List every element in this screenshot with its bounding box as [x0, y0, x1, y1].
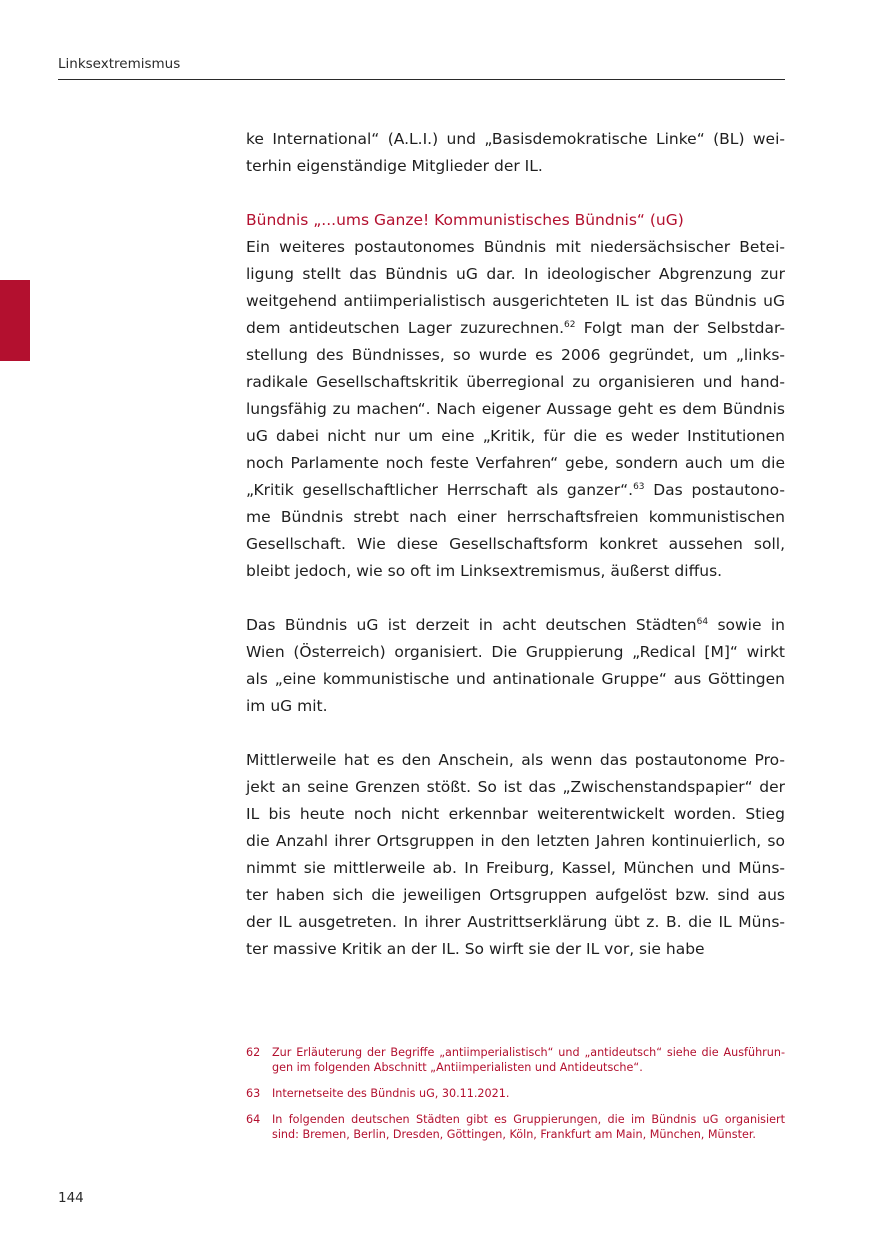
footnote-text — [272, 1112, 785, 1142]
footnote-text — [272, 1086, 785, 1101]
text-line: jekt an seine Grenzen stößt. So ist das „Zwischenstandspapier“ der — [246, 778, 785, 796]
text-fragment: sowie in — [708, 616, 786, 634]
footnote-ref-62[interactable]: 62 — [564, 320, 576, 330]
text-line: noch Parlamente noch feste Verfahren“ gebe, sondern auch um die — [246, 454, 785, 472]
text-line: radikale Gesellschaftskritik überregional zu organisieren und hand- — [246, 373, 785, 391]
text-line: Ein weiteres postautonomes Bündnis mit niedersächsischer Betei- — [246, 238, 785, 256]
text-line — [246, 315, 785, 342]
chapter-marker-tab — [0, 280, 30, 361]
footnote-62 — [246, 1045, 785, 1075]
running-head: Linksextremismus — [58, 56, 181, 72]
text-line: weitgehend antiimperialistisch ausgerichteten IL ist das Bündnis uG — [246, 292, 785, 310]
footnotes — [246, 1045, 785, 1153]
text-line: IL bis heute noch nicht erkennbar weiterentwickelt worden. Stieg — [246, 805, 785, 823]
footnote-number: 62 — [246, 1046, 261, 1059]
text-fragment: dem antideutschen Lager zuzurechnen. — [246, 319, 565, 337]
paragraph-gap — [246, 585, 785, 612]
text-line: me Bündnis strebt nach einer herrschaftsfreien kommunistischen — [246, 508, 785, 526]
text-fragment: „Kritik gesellschaftlicher Herrschaft als ganzer“. — [246, 481, 634, 499]
text-line: nimmt sie mittlerweile ab. In Freiburg, Kassel, München und Müns- — [246, 859, 785, 877]
text-line: Gesellschaft. Wie diese Gesellschaftsform konkret aussehen soll, — [246, 535, 785, 553]
footnote-64 — [246, 1112, 785, 1142]
text-line: lungsfähig zu machen“. Nach eigener Aussage geht es dem Bündnis — [246, 400, 785, 418]
paragraph-3 — [246, 612, 785, 720]
footnote-ref-64[interactable]: 64 — [696, 617, 709, 627]
text-line: ke International“ (A.L.I.) und „Basisdemokratische Linke“ (BL) wei- — [246, 130, 785, 148]
text-fragment: Das Bündnis uG ist derzeit in acht deutschen Städten — [246, 616, 697, 634]
text-line: terhin eigenständige Mitglieder der IL. — [246, 157, 543, 175]
paragraph-4 — [246, 747, 785, 963]
text-line: die Anzahl ihrer Ortsgruppen in den letzten Jahren kontinuierlich, so — [246, 832, 785, 850]
text-line — [246, 612, 785, 639]
footnote-number: 63 — [246, 1087, 261, 1100]
footnote-line: Internetseite des Bündnis uG, 30.11.2021. — [272, 1087, 510, 1100]
text-line: ter haben sich die jeweiligen Ortsgruppen aufgelöst bzw. sind aus — [246, 886, 785, 904]
header-rule — [58, 79, 785, 80]
footnote-line: In folgenden deutschen Städten gibt es Gruppierungen, die im Bündnis uG organisiert — [272, 1113, 785, 1126]
text-line: der IL ausgetreten. In ihrer Austrittserklärung übt z. B. die IL Müns- — [246, 913, 785, 931]
paragraph-gap — [246, 720, 785, 747]
text-line: ligung stellt das Bündnis uG dar. In ideologischer Abgrenzung zur — [246, 265, 785, 283]
text-fragment: Folgt man der Selbstdar- — [575, 319, 785, 337]
paragraph-1 — [246, 126, 785, 180]
text-line: stellung des Bündnisses, so wurde es 2006 gegründet, um „links- — [246, 346, 785, 364]
text-line: ter massive Kritik an der IL. So wirft sie der IL vor, sie habe — [246, 940, 705, 958]
text-line: bleibt jedoch, wie so oft im Linksextremismus, äußerst diffus. — [246, 562, 723, 580]
main-text — [246, 126, 785, 963]
section-heading: Bündnis „...ums Ganze! Kommunistisches Bündnis“ (uG) — [246, 211, 684, 229]
footnote-63 — [246, 1086, 785, 1101]
footnote-line: gen im folgenden Abschnitt „Antiimperialisten und Antideutsche“. — [272, 1061, 643, 1074]
footnote-text — [272, 1045, 785, 1075]
footnote-line: Zur Erläuterung der Begriffe „antiimperialistisch“ und „antideutsch“ siehe die Ausführun- — [272, 1046, 785, 1059]
footnote-ref-63[interactable]: 63 — [633, 482, 645, 492]
text-fragment: Das postautono- — [644, 481, 785, 499]
text-line: Wien (Österreich) organisiert. Die Gruppierung „Redical [M]“ wirkt — [246, 643, 785, 661]
text-line: uG dabei nicht nur um eine „Kritik, für die es weder Institutionen — [246, 427, 785, 445]
page-number: 144 — [58, 1190, 84, 1206]
footnote-line: sind: Bremen, Berlin, Dresden, Göttingen, Köln, Frankfurt am Main, München, Münster. — [272, 1128, 756, 1141]
footnote-number: 64 — [246, 1113, 261, 1126]
text-line: als „eine kommunistische und antinationale Gruppe“ aus Göttingen — [246, 670, 785, 688]
text-line — [246, 477, 785, 504]
text-line: im uG mit. — [246, 697, 328, 715]
text-line: Mittlerweile hat es den Anschein, als wenn das postautonome Pro- — [246, 751, 785, 769]
paragraph-2 — [246, 234, 785, 585]
